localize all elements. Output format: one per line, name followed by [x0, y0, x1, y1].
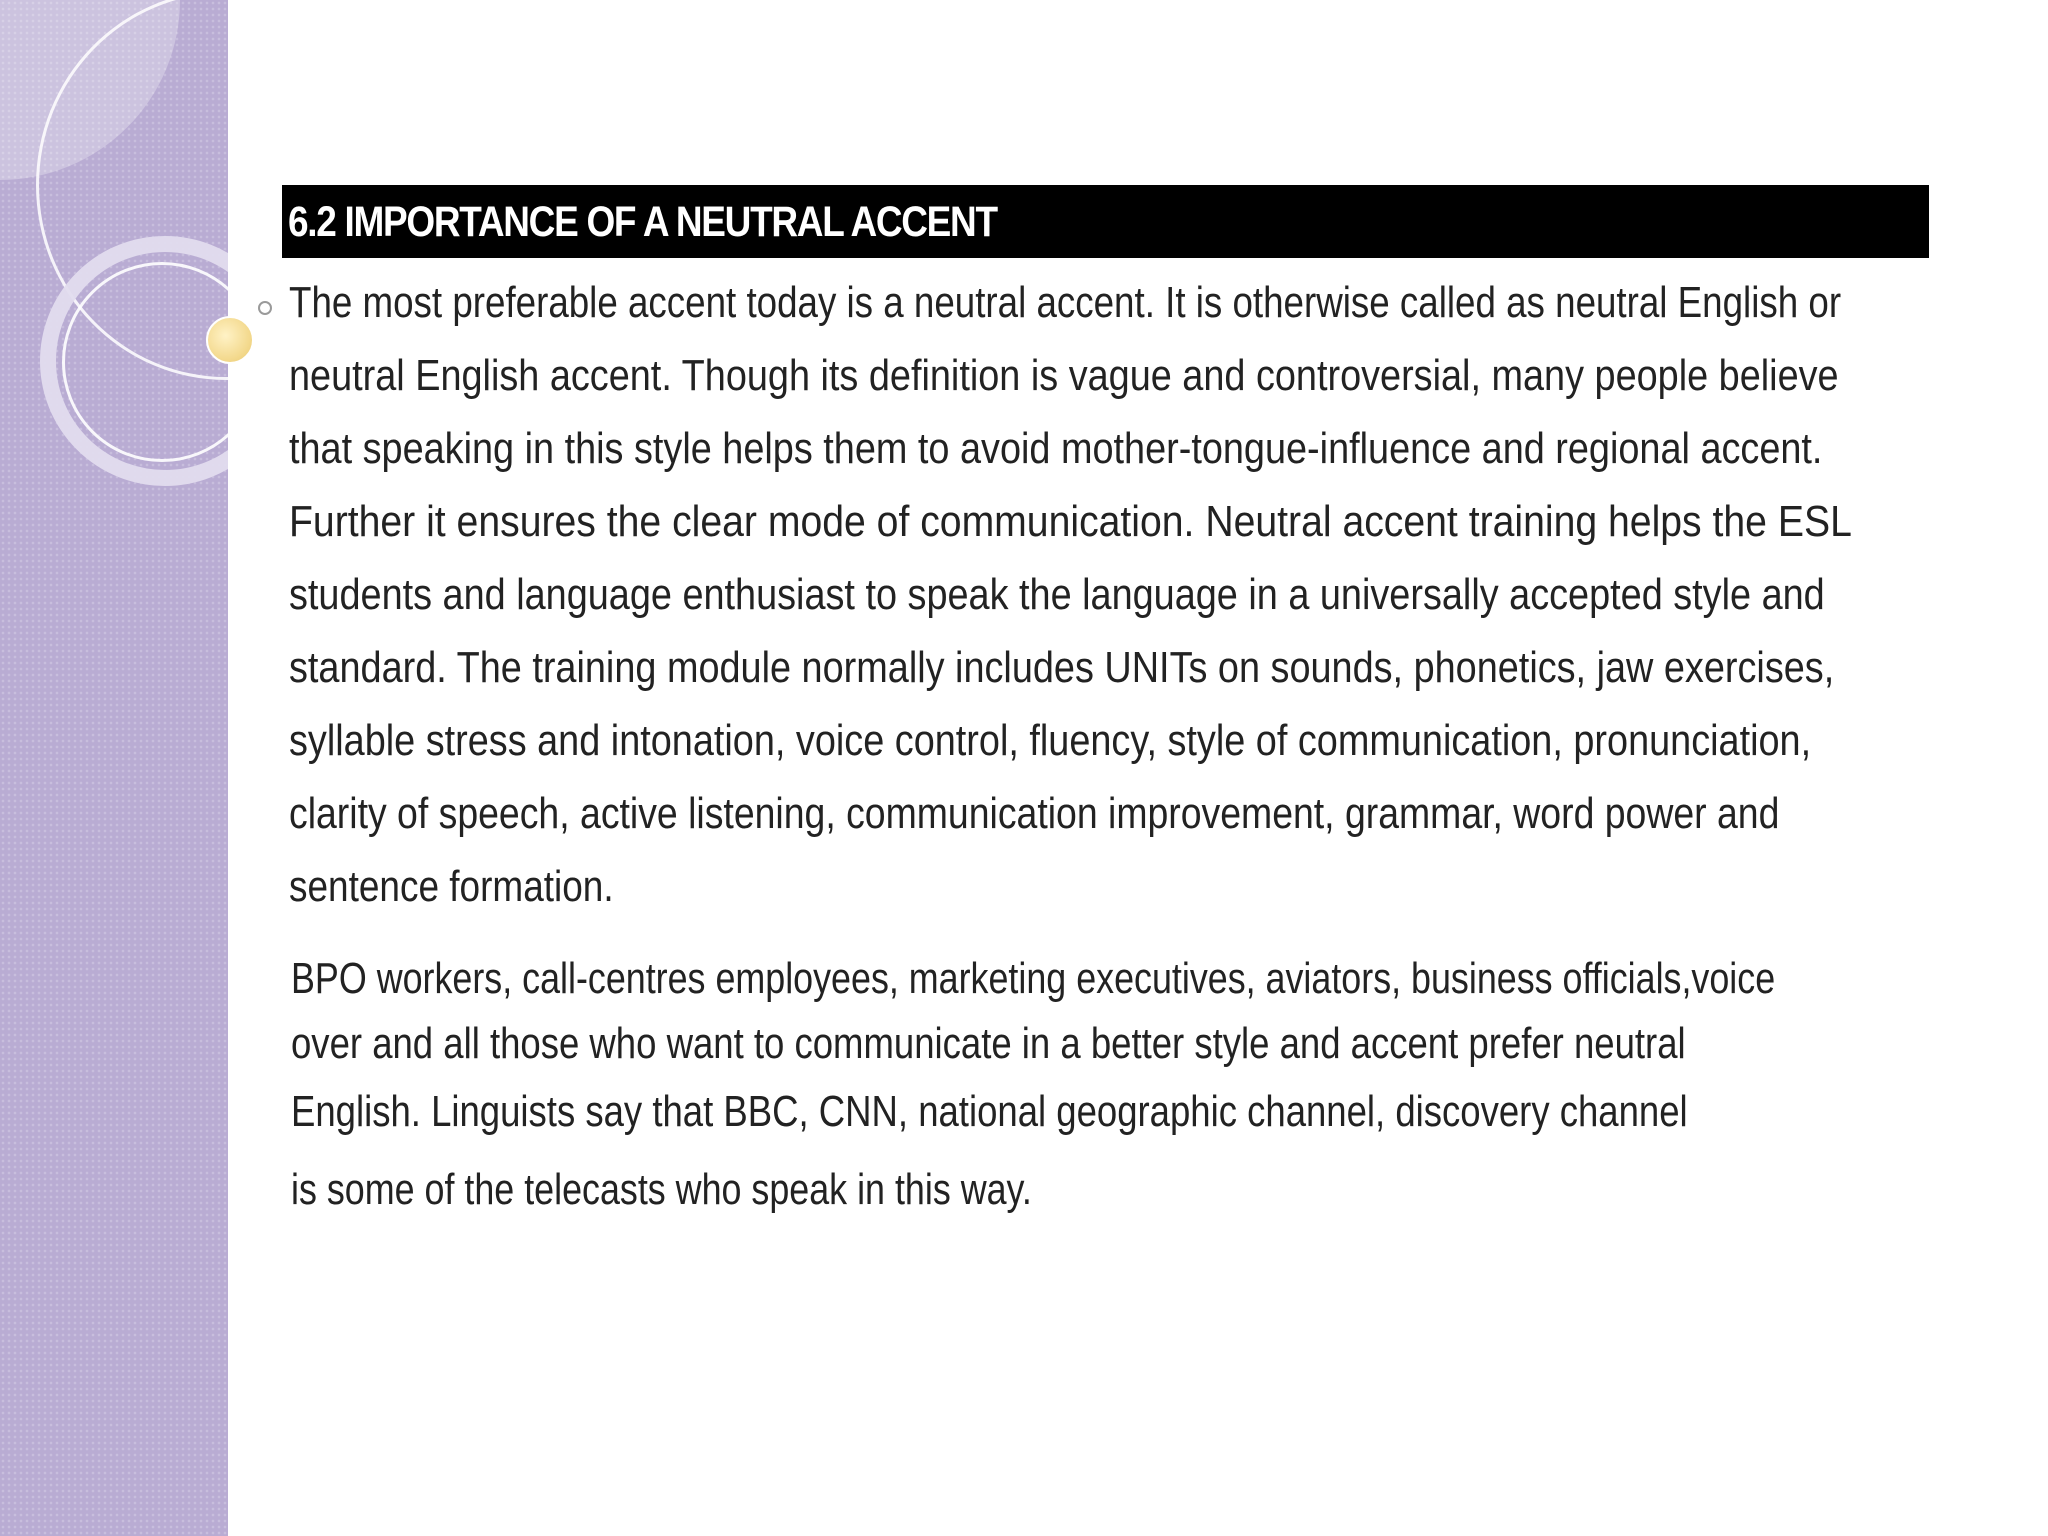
- paragraph-line: Further it ensures the clear mode of communication. Neutral accent training helps the ESL: [289, 497, 1852, 546]
- bullet-icon: [258, 301, 272, 315]
- paragraph-line: students and language enthusiast to speak the language in a universally accepted style and: [289, 570, 1825, 619]
- paragraph-main: [289, 266, 1921, 923]
- paragraph-line: syllable stress and intonation, voice control, fluency, style of communication, pronunciation,: [289, 716, 1812, 765]
- accent-dot-icon: [206, 316, 254, 364]
- paragraph-line: The most preferable accent today is a neutral accent. It is otherwise called as neutral English or: [289, 278, 1842, 327]
- decorative-side-band: [0, 0, 228, 1536]
- slide-heading: 6.2 IMPORTANCE OF A NEUTRAL ACCENT: [288, 198, 997, 246]
- paragraph-line: is some of the telecasts who speak in this way.: [291, 1165, 1032, 1214]
- paragraph-line: English. Linguists say that BBC, CNN, national geographic channel, discovery channel: [291, 1087, 1688, 1136]
- paragraph-line: that speaking in this style helps them to avoid mother-tongue-influence and regional accent.: [289, 424, 1823, 473]
- heading-bar: [282, 185, 1929, 258]
- paragraph-line: BPO workers, call-centres employees, marketing executives, aviators, business officials,voice: [291, 954, 1776, 1003]
- paragraph-line: over and all those who want to communicate in a better style and accent prefer neutral: [291, 1019, 1686, 1068]
- paragraph-line: sentence formation.: [289, 862, 614, 911]
- paragraph-line: clarity of speech, active listening, communication improvement, grammar, word power and: [289, 789, 1780, 838]
- paragraph-secondary: [291, 950, 1911, 1221]
- paragraph-line: standard. The training module normally includes UNITs on sounds, phonetics, jaw exercises,: [289, 643, 1835, 692]
- paragraph-line: neutral English accent. Though its definition is vague and controversial, many people believe: [289, 351, 1839, 400]
